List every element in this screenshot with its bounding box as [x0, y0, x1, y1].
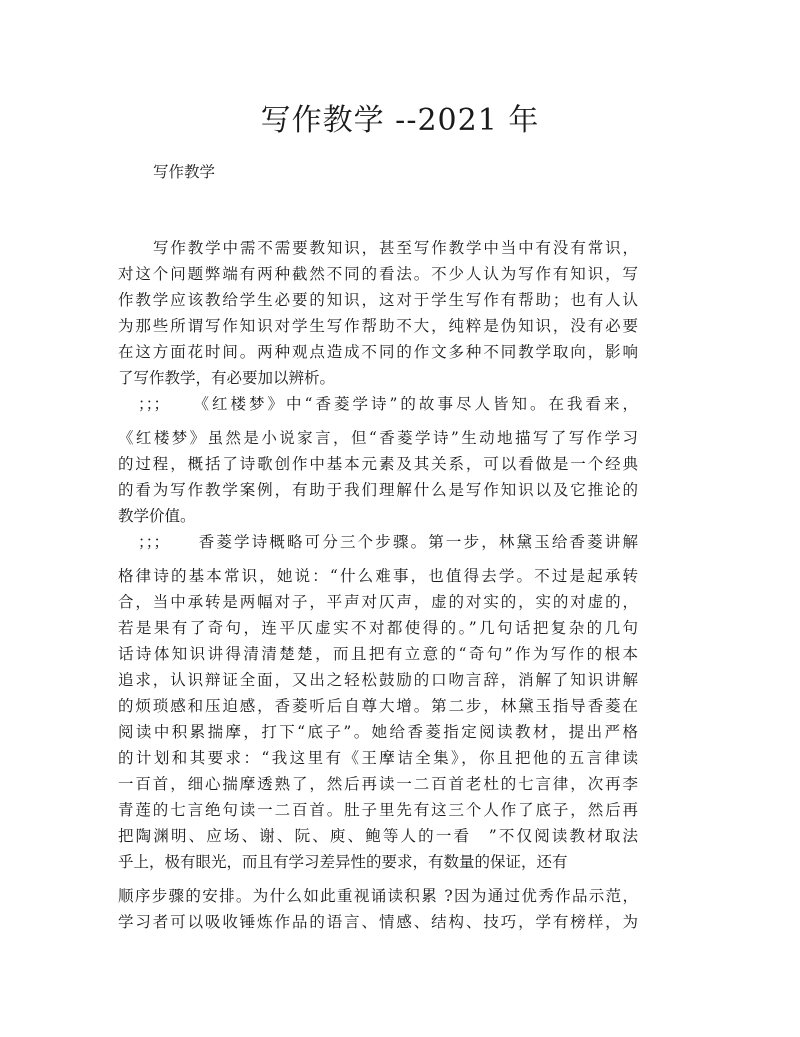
text-line: 作教学应该教给学生必要的知识，这对于学生写作有帮助；也有人认 [118, 291, 638, 309]
text-line: 学习者可以吸收锤炼作品的语言、情感、结构、技巧，学有榜样，为 [118, 913, 638, 931]
text-line: 的烦琐感和压迫感，香菱听后自尊大增。第二步，林黛玉指导香菱在 [118, 697, 638, 715]
text-line: 为那些所谓写作知识对学生写作帮助不大，纯粹是伪知识，没有必要 [118, 317, 638, 335]
text-line: 一百首，细心揣摩透熟了，然后再读一二百首老杜的七言律，次再李 [118, 775, 638, 793]
text-line: 在这方面花时间。两种观点造成不同的作文多种不同教学取向，影响 [118, 343, 638, 361]
document-subtitle: 写作教学 [153, 163, 216, 181]
text-line: ；；； 香菱学诗概略可分三个步骤。第一步，林黛玉给香菱讲解 [138, 533, 638, 551]
text-line: 的计划和其要求：“我这里有《王摩诘全集》，你且把他的五言律读 [118, 749, 638, 767]
text-line: 追求，认识辩证全面，又出之轻松鼓励的口吻言辞，消解了知识讲解 [118, 671, 638, 689]
text-line: 的过程，概括了诗歌创作中基本元素及其关系，可以看做是一个经典 [118, 455, 638, 473]
text-line: 教学价值。 [118, 507, 196, 525]
text-line: ；；； 《红楼梦》中“香菱学诗”的故事尽人皆知。在我看来， [138, 395, 638, 413]
text-line: 话诗体知识讲得清清楚楚，而且把有立意的“奇句”作为写作的根本 [118, 645, 638, 663]
document-title: 写作教学 --2021 年 [260, 103, 540, 138]
text-line: 把陶渊明、应场、谢、阮、庾、鲍等人的一看 ”不仅阅读教材取法 [118, 827, 638, 845]
text-line: 阅读中积累揣摩，打下“底子”。她给香菱指定阅读教材，提出严格 [118, 723, 638, 741]
text-line: 了写作教学，有必要加以辨析。 [118, 369, 336, 387]
text-line: 青莲的七言绝句读一二百首。肚子里先有这三个人作了底子，然后再 [118, 801, 638, 819]
text-line: 合，当中承转是两幅对子，平声对仄声，虚的对实的，实的对虚的， [118, 593, 638, 611]
text-line: 顺序步骤的安排。为什么如此重视诵读积累 ?因为通过优秀作品示范， [118, 887, 638, 905]
text-line: 《红楼梦》虽然是小说家言，但“香菱学诗”生动地描写了写作学习 [118, 429, 638, 447]
text-line: 若是果有了奇句，连平仄虚实不对都使得的。”几句话把复杂的几句 [118, 619, 638, 637]
text-line: 对这个问题弊端有两种截然不同的看法。不少人认为写作有知识，写 [118, 265, 638, 283]
text-line: 的看为写作教学案例，有助于我们理解什么是写作知识以及它推论的 [118, 481, 638, 499]
text-line: 乎上，极有眼光，而且有学习差异性的要求，有数量的保证，还有 [118, 853, 568, 871]
text-line: 格律诗的基本常识，她说：“什么难事，也值得去学。不过是起承转 [118, 567, 638, 585]
text-line: 写作教学中需不需要教知识，甚至写作教学中当中有没有常识， [153, 239, 638, 257]
